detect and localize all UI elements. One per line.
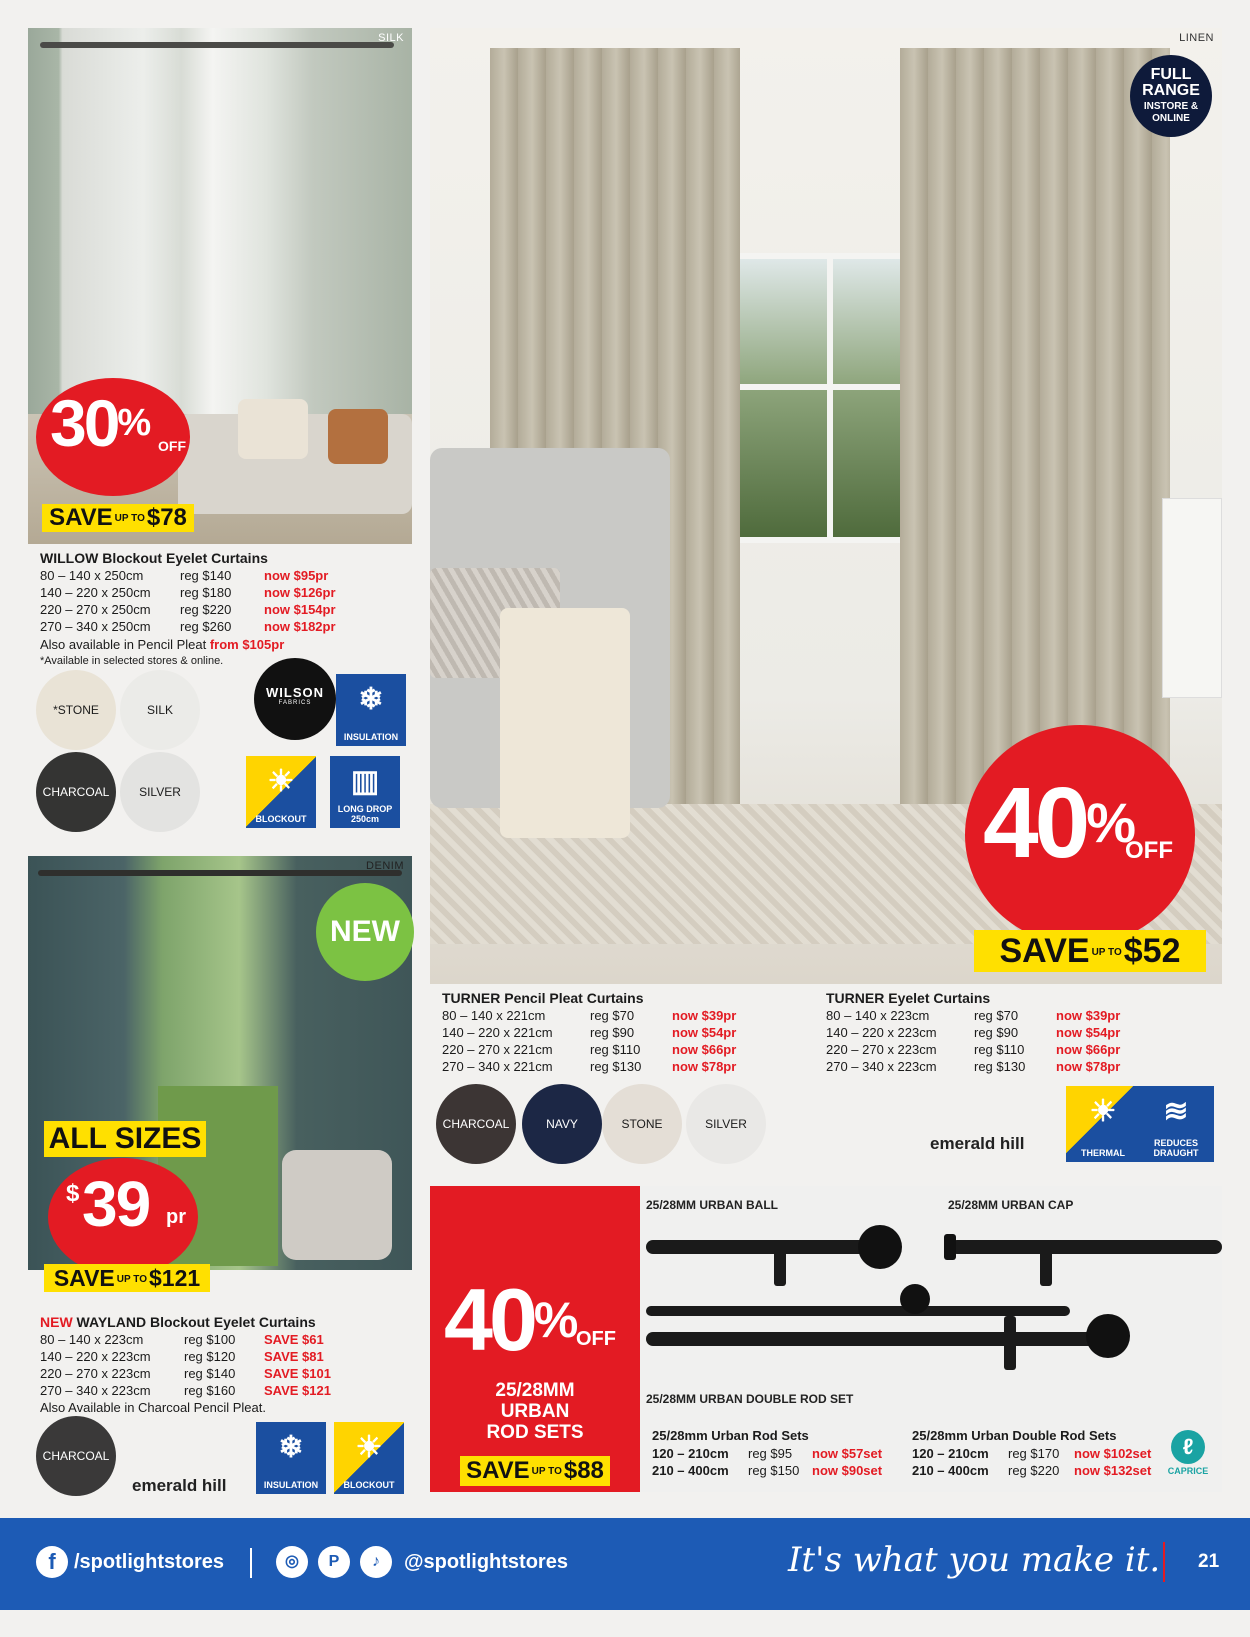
- price-table: [442, 1007, 736, 1075]
- now-price: now $126pr: [264, 585, 336, 600]
- now-price: now $154pr: [264, 602, 336, 617]
- curtain-drop-icon: ▥: [350, 765, 380, 798]
- cushion: [238, 399, 308, 459]
- reg-price: reg $260: [180, 619, 232, 634]
- product-brand: TURNER: [442, 990, 501, 1006]
- reg-price: reg $130: [590, 1059, 642, 1074]
- divider: [250, 1548, 252, 1578]
- reg-price: reg $180: [180, 585, 232, 600]
- snowflake-sun-icon: ❄: [278, 1431, 304, 1464]
- reg-price: reg $220: [1008, 1463, 1060, 1478]
- product-title: [442, 990, 644, 1006]
- thermal-badge: [1066, 1086, 1140, 1162]
- reg-price: reg $150: [748, 1463, 800, 1478]
- save-label: SAVE: [53, 1265, 115, 1291]
- also-price: from $105pr: [209, 637, 285, 652]
- save-amount: $52: [1123, 932, 1181, 970]
- now-price: now $57set: [812, 1446, 883, 1461]
- discount-value: 40: [983, 767, 1087, 879]
- size: 80 – 140 x 223cm: [826, 1008, 930, 1023]
- desc-line: ROD SETS: [486, 1422, 584, 1443]
- feature-label: BLOCKOUT: [343, 1480, 395, 1490]
- page-number: 21: [1198, 1551, 1220, 1572]
- product-title: 25/28mm Urban Double Rod Sets: [912, 1428, 1117, 1443]
- wind-icon: ≋: [1163, 1095, 1189, 1128]
- price-row: [826, 1058, 1120, 1075]
- tagline: It's what you make it.: [788, 1540, 1161, 1580]
- size: 220 – 270 x 221cm: [442, 1042, 553, 1057]
- price-row: [652, 1445, 882, 1462]
- product-name: Pencil Pleat Curtains: [500, 990, 644, 1006]
- reg-price: reg $140: [184, 1366, 236, 1381]
- also-text: Also available in Pencil Pleat: [40, 637, 210, 652]
- reg-price: reg $100: [184, 1332, 236, 1347]
- divider: [1163, 1542, 1165, 1582]
- size: 220 – 270 x 250cm: [40, 602, 151, 617]
- price-row: [912, 1445, 1151, 1462]
- reg-price: reg $70: [974, 1008, 1019, 1023]
- swatch-navy[interactable]: NAVY: [522, 1084, 602, 1164]
- price-row: [40, 1331, 331, 1348]
- social-handle[interactable]: @spotlightstores: [404, 1551, 568, 1573]
- insulation-badge: [256, 1422, 326, 1494]
- feature-label: BLOCKOUT: [255, 814, 307, 824]
- reg-price: reg $220: [180, 602, 232, 617]
- price-row: [40, 584, 336, 601]
- reg-price: reg $120: [184, 1349, 236, 1364]
- up-to-label: UP TO: [1091, 947, 1122, 959]
- reg-price: reg $90: [974, 1025, 1019, 1040]
- price-table: [40, 1331, 331, 1399]
- now-price: now $132set: [1074, 1463, 1152, 1478]
- save-price: SAVE $101: [264, 1366, 331, 1381]
- rod-label: 25/28MM URBAN CAP: [948, 1198, 1074, 1212]
- reg-price: reg $95: [748, 1446, 793, 1461]
- size: 80 – 140 x 250cm: [40, 568, 144, 583]
- rod-pole: [950, 1240, 1222, 1254]
- save-label: SAVE: [466, 1457, 530, 1484]
- swatch-charcoal[interactable]: CHARCOAL: [36, 752, 116, 832]
- size: 80 – 140 x 223cm: [40, 1332, 144, 1347]
- also-available-note: Also Available in Charcoal Pencil Pleat.: [40, 1400, 266, 1415]
- save-amount: $88: [563, 1457, 604, 1484]
- price-row: [442, 1041, 736, 1058]
- size: 120 – 210cm: [652, 1446, 729, 1461]
- percent-sign: %: [533, 1292, 575, 1348]
- sun-icon: ☀: [1089, 1095, 1117, 1128]
- instagram-icon[interactable]: ◎: [276, 1546, 308, 1578]
- percent-sign: %: [1086, 791, 1133, 854]
- save-label: SAVE: [49, 504, 113, 531]
- discount-percent: [444, 1270, 575, 1369]
- ball-finial: [1086, 1314, 1130, 1358]
- reduces-draught-badge: [1138, 1086, 1214, 1162]
- reg-price: reg $160: [184, 1383, 236, 1398]
- discount-value: 30: [50, 386, 118, 460]
- price-row: [826, 1007, 1120, 1024]
- price-row: [442, 1007, 736, 1024]
- price-value: 39: [82, 1168, 150, 1240]
- discount-badge: [36, 378, 190, 496]
- reg-price: reg $170: [1008, 1446, 1060, 1461]
- now-price: now $66pr: [672, 1042, 737, 1057]
- cushion: [328, 409, 388, 464]
- curtain-rail: [38, 870, 402, 876]
- blockout-badge: [334, 1422, 404, 1494]
- insulation-badge: [336, 674, 406, 746]
- size: 270 – 340 x 250cm: [40, 619, 151, 634]
- now-price: now $54pr: [1056, 1025, 1121, 1040]
- snowflake-sun-icon: ❄: [358, 683, 384, 716]
- feature-label: INSULATION: [263, 1480, 319, 1490]
- reg-price: reg $90: [590, 1025, 635, 1040]
- discount-percent: [50, 386, 149, 460]
- cabinet: [1162, 498, 1222, 698]
- new-badge: NEW: [316, 883, 414, 981]
- size: 140 – 220 x 221cm: [442, 1025, 553, 1040]
- swatch-charcoal[interactable]: CHARCOAL: [36, 1416, 116, 1496]
- footer-bar: [0, 1518, 1250, 1610]
- logo-sub: FABRICS: [278, 700, 312, 706]
- product-title: [40, 550, 268, 566]
- swatch-charcoal[interactable]: CHARCOAL: [436, 1084, 516, 1164]
- save-price: SAVE $121: [264, 1383, 331, 1398]
- product-title: [826, 990, 990, 1006]
- size: 140 – 220 x 223cm: [40, 1349, 151, 1364]
- wilson-fabrics-logo: [254, 658, 336, 740]
- facebook-handle[interactable]: /spotlightstores: [74, 1551, 225, 1573]
- swatch-silver[interactable]: SILVER: [686, 1084, 766, 1164]
- new-label: NEW: [40, 1314, 73, 1330]
- now-price: now $182pr: [264, 619, 336, 634]
- currency-symbol: $: [66, 1180, 80, 1207]
- price-row: [442, 1058, 736, 1075]
- feature-label: REDUCES DRAUGHT: [1153, 1138, 1199, 1158]
- caprice-icon: ℓ: [1171, 1430, 1205, 1464]
- desc-line: URBAN: [500, 1401, 570, 1422]
- now-price: now $54pr: [672, 1025, 737, 1040]
- price-row: [40, 601, 336, 618]
- swatch-silk[interactable]: SILK: [120, 670, 200, 750]
- save-price: SAVE $81: [264, 1349, 324, 1364]
- price-row: [912, 1462, 1151, 1479]
- size: 270 – 340 x 223cm: [40, 1383, 151, 1398]
- now-price: now $90set: [812, 1463, 883, 1478]
- size: 140 – 220 x 223cm: [826, 1025, 937, 1040]
- save-up-to-tag: [974, 930, 1206, 972]
- product-title: 25/28mm Urban Rod Sets: [652, 1428, 809, 1443]
- ball-finial: [858, 1225, 902, 1269]
- reg-price: reg $110: [974, 1042, 1025, 1057]
- price-row: [826, 1024, 1120, 1041]
- discount-badge: [965, 725, 1195, 945]
- price-table: [826, 1007, 1120, 1075]
- swatch-silver[interactable]: SILVER: [120, 752, 200, 832]
- rod-bracket: [1004, 1316, 1016, 1370]
- percent-sign: %: [117, 402, 149, 444]
- facebook-icon[interactable]: f: [36, 1546, 68, 1578]
- price-row: [442, 1024, 736, 1041]
- swatch-stone[interactable]: *STONE: [36, 670, 116, 750]
- availability-note: *Available in selected stores & online.: [40, 655, 224, 667]
- blockout-badge: [246, 756, 316, 828]
- size: 270 – 340 x 221cm: [442, 1059, 553, 1074]
- rod-pole: [646, 1332, 1106, 1346]
- reg-price: reg $70: [590, 1008, 635, 1023]
- swatch-stone[interactable]: STONE: [602, 1084, 682, 1164]
- off-label: OFF: [576, 1328, 616, 1350]
- colour-label: SILK: [378, 32, 404, 44]
- also-available-note: [40, 637, 284, 652]
- desc-line: 25/28MM: [495, 1380, 575, 1401]
- now-price: now $102set: [1074, 1446, 1152, 1461]
- discount-percent: [983, 767, 1133, 879]
- end-cap: [944, 1234, 956, 1260]
- badge-line: INSTORE & ONLINE: [1143, 101, 1199, 124]
- now-price: now $78pr: [1056, 1059, 1121, 1074]
- tiktok-icon[interactable]: ♪: [360, 1546, 392, 1578]
- up-to-label: UP TO: [114, 512, 145, 524]
- save-up-to-tag: [42, 504, 194, 532]
- product-brand: WAYLAND: [72, 1314, 147, 1330]
- save-label: SAVE: [999, 932, 1090, 970]
- rod-bracket: [1040, 1246, 1052, 1286]
- save-price: SAVE $61: [264, 1332, 324, 1347]
- price-badge: [48, 1158, 198, 1276]
- ball-finial: [900, 1284, 930, 1314]
- price-row: [40, 1365, 331, 1382]
- rod-label: 25/28MM URBAN DOUBLE ROD SET: [646, 1392, 854, 1406]
- rod-label: 25/28MM URBAN BALL: [646, 1198, 779, 1212]
- price-table: [912, 1445, 1151, 1479]
- long-drop-badge: [330, 756, 400, 828]
- feature-label: LONG DROP 250cm: [337, 804, 393, 824]
- size: 80 – 140 x 221cm: [442, 1008, 546, 1023]
- size: 270 – 340 x 223cm: [826, 1059, 937, 1074]
- curtain-rail: [40, 42, 394, 48]
- off-label: OFF: [1125, 837, 1173, 864]
- product-name: Blockout Eyelet Curtains: [98, 550, 268, 566]
- off-label: OFF: [158, 438, 186, 454]
- rod-pole: [646, 1240, 876, 1254]
- price-unit: pr: [166, 1206, 186, 1228]
- throw-blanket: [500, 608, 630, 838]
- price-row: [652, 1462, 882, 1479]
- badge-line: FULL: [1150, 66, 1192, 83]
- now-price: now $78pr: [672, 1059, 737, 1074]
- now-price: now $66pr: [1056, 1042, 1121, 1057]
- size: 210 – 400cm: [912, 1463, 989, 1478]
- logo-name: CAPRICE: [1167, 1466, 1209, 1476]
- colour-label: LINEN: [1179, 32, 1214, 44]
- price-table: [40, 567, 336, 635]
- now-price: now $39pr: [1056, 1008, 1121, 1023]
- size: 220 – 270 x 223cm: [826, 1042, 937, 1057]
- save-up-to-tag: [44, 1264, 210, 1292]
- rod-bracket: [774, 1246, 786, 1286]
- size: 220 – 270 x 223cm: [40, 1366, 151, 1381]
- badge-line: RANGE: [1142, 82, 1200, 99]
- product-brand: WILLOW: [40, 550, 99, 566]
- up-to-label: UP TO: [531, 1465, 562, 1477]
- logo-name: WILSON: [266, 685, 324, 700]
- feature-label: INSULATION: [343, 732, 399, 742]
- price-row: [40, 1382, 331, 1399]
- rods-description: [430, 1380, 640, 1443]
- full-range-badge: [1130, 55, 1212, 137]
- reg-price: reg $140: [180, 568, 232, 583]
- rod-pole: [646, 1306, 1070, 1316]
- reg-price: reg $110: [590, 1042, 641, 1057]
- size: 140 – 220 x 250cm: [40, 585, 151, 600]
- save-amount: $78: [146, 504, 187, 531]
- price-row: [40, 1348, 331, 1365]
- emerald-hill-logo: emerald hill: [132, 1476, 227, 1495]
- product-title: [40, 1314, 316, 1330]
- colour-label: DENIM: [366, 860, 404, 872]
- all-sizes-tag: ALL SIZES: [44, 1121, 206, 1157]
- save-up-to-tag: [460, 1456, 610, 1486]
- discount-value: 40: [444, 1270, 534, 1369]
- armchair: [282, 1150, 392, 1260]
- emerald-hill-logo: emerald hill: [930, 1134, 1025, 1153]
- caprice-logo: [1164, 1430, 1212, 1488]
- rods-discount-panel: [430, 1186, 640, 1492]
- save-amount: $121: [148, 1265, 201, 1291]
- now-price: now $39pr: [672, 1008, 737, 1023]
- price-row: [40, 618, 336, 635]
- sun-icon: ☀: [355, 1431, 383, 1464]
- price-row: [826, 1041, 1120, 1058]
- reg-price: reg $130: [974, 1059, 1026, 1074]
- price-table: [652, 1445, 882, 1479]
- product-name: Blockout Eyelet Curtains: [146, 1314, 316, 1330]
- sun-icon: ☀: [267, 765, 295, 798]
- product-name: Eyelet Curtains: [884, 990, 991, 1006]
- now-price: now $95pr: [264, 568, 329, 583]
- pinterest-icon[interactable]: P: [318, 1546, 350, 1578]
- product-brand: TURNER: [826, 990, 885, 1006]
- price-row: [40, 567, 336, 584]
- size: 210 – 400cm: [652, 1463, 729, 1478]
- up-to-label: UP TO: [116, 1273, 147, 1285]
- size: 120 – 210cm: [912, 1446, 989, 1461]
- feature-label: THERMAL: [1081, 1148, 1125, 1158]
